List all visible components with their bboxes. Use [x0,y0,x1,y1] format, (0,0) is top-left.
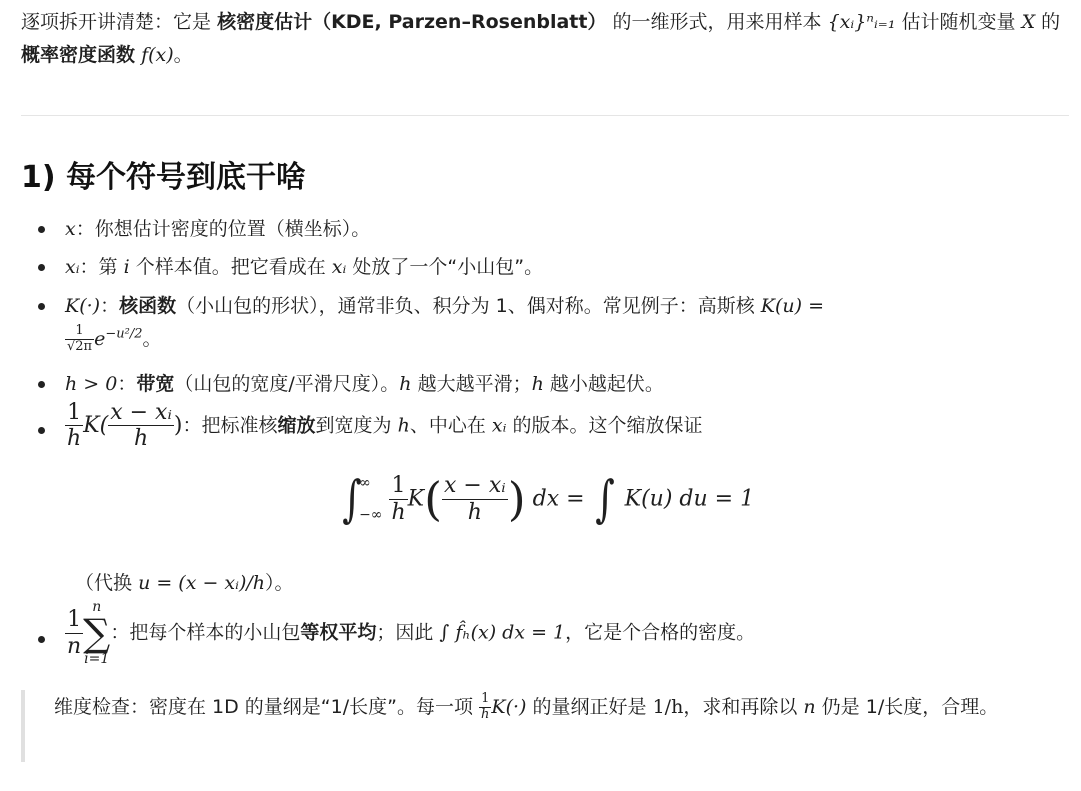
left-paren: ( [424,472,443,526]
fraction-numerator: x − xᵢ [110,400,172,425]
list-item-kernel-continued [65,324,162,355]
one-over-n-fraction [65,607,83,659]
fraction-denominator: n [67,633,82,659]
item-text: ：你想估计密度的位置（横坐标）。 [75,218,371,240]
fraction-denominator: h [481,707,490,722]
fraction-numerator: x − xᵢ [444,473,506,499]
argument-fraction [442,473,508,525]
math-symbol: ∫ f̂ₕ(x) dx = 1 [439,621,566,644]
item-text: 越小越起伏。 [549,373,664,395]
lower-limit: −∞ [359,507,383,523]
fraction-denominator: √2π [67,338,93,354]
fraction-denominator: h [133,426,149,452]
item-text: 到宽度为 [315,414,392,437]
sum-lower-limit: i=1 [84,651,110,667]
list-item-bandwidth [65,369,664,399]
intro-text: 估计随机变量 [901,11,1016,33]
item-text: （山包的宽度/平滑尺度）。 [174,373,400,395]
math-symbol: h [531,373,544,395]
bullet-dot [38,226,45,233]
sample-set-math: {xᵢ}ⁿᵢ₌₁ [827,11,896,33]
scale-term: 缩放 [277,414,316,437]
math-symbol: K(u) du = 1 [624,486,755,512]
item-text: 、中心在 [409,414,486,437]
bullet-dot [38,303,45,310]
bullet-dot [38,636,45,643]
intro-text: 的 [1041,11,1061,33]
fraction-denominator: h [467,499,482,525]
bullet-dot [38,427,45,434]
math-symbol: 1/h [652,696,684,718]
item-text: ：把标准核 [182,414,278,437]
math-symbol: K(u) = [760,295,824,317]
math-symbol: u = (x − xᵢ)/h [138,572,266,594]
list-item-average [65,600,755,666]
exponent: −u²/2 [105,326,143,342]
quote-bar [21,690,25,762]
note-text-run: ，求和再除以 [683,696,798,718]
sigma-symbol: ∑ [83,611,111,655]
upper-limit: ∞ [359,475,371,491]
equal-weight-term: 等权平均 [300,621,377,644]
list-item-scaled-kernel [65,400,702,452]
math-symbol: K(·) [491,696,527,718]
note-text [54,690,1064,724]
item-text: 处放了一个“小山包”。 [352,256,544,278]
item-text: 的版本。这个缩放保证 [512,414,703,437]
item-text: ： [117,373,137,395]
math-symbol: x [65,218,76,240]
kernel-term: 核函数 [119,295,177,317]
item-text: 个样本值。把它看成在 [135,256,326,278]
bandwidth-term: 带宽 [136,373,175,395]
item-text: （小山包的形状），通常非负、积分为 1、偶对称。常见例子：高斯核 [176,295,755,317]
math-symbol: K [407,486,425,512]
math-symbol: h > 0 [65,373,118,395]
right-paren: ) [507,472,526,526]
sum-upper-limit: n [92,599,102,615]
fraction-numerator: 1 [65,324,94,340]
item-text: ：把每个样本的小山包 [110,621,301,644]
item-text: ，它是个合格的密度。 [565,621,756,644]
fraction-numerator: 1 [65,400,83,426]
note-text-run: 的量纲正好是 [532,696,647,718]
summation-sign [83,600,110,666]
math-symbol: xᵢ [331,256,347,278]
section-divider [21,115,1069,116]
item-text: （代换 [75,572,133,594]
math-symbol: K(·) [65,295,101,317]
item-text: ： [100,295,120,317]
math-symbol: ) [173,412,183,438]
intro-text: 的一维形式，用来用样本 [612,11,822,33]
math-symbol: xᵢ [65,256,80,278]
item-text: ：第 [79,256,118,278]
one-over-h-fraction [65,400,83,452]
substitution-note [75,568,294,598]
item-text: ；因此 [376,621,434,644]
intro-text: 逐项拆开讲清楚：它是 [21,11,212,33]
integral-limits [359,476,382,522]
gaussian-normalizer [65,324,94,355]
one-over-h-fraction [389,473,407,525]
math-symbol: K( [83,412,109,438]
bullet-dot [38,381,45,388]
fraction-numerator: 1 [479,692,491,708]
math-symbol: dx = [532,486,585,512]
math-symbol: n [803,696,816,718]
scaled-argument-fraction [108,400,174,452]
fraction-denominator: h [391,499,406,525]
math-symbol: i [123,256,130,278]
fraction-numerator: 1 [65,607,83,633]
bullet-dot [38,264,45,271]
section-heading: 1) 每个符号到底干啥 [21,160,307,195]
intro-paragraph [21,6,1069,72]
integral-sign: ∫ [342,470,362,528]
dimension-check-note [21,690,1069,764]
random-variable-math: X [1021,11,1036,33]
one-over-h-fraction [479,692,491,723]
pdf-math: f(x) [141,44,174,66]
item-text: 。 [142,327,162,350]
note-text-run: 1/长度，合理。 [865,696,999,718]
math-symbol: h [397,414,410,437]
math-symbol: xᵢ [491,414,507,437]
list-item-kernel [65,291,824,321]
item-text: ）。 [265,572,294,594]
math-symbol: h [399,373,412,395]
note-text-run: 仍是 [821,696,860,718]
list-item-x [65,214,370,244]
intro-text: 。 [173,44,193,66]
item-text: 越大越平滑； [417,373,532,395]
fraction-denominator: h [67,426,82,452]
pdf-term: 概率密度函数 [21,44,136,66]
note-text-run: 维度检查：密度在 1D 的量纲是“1/长度”。每一项 [54,696,473,718]
math-symbol: e [94,327,106,350]
integral-sign: ∫ [594,470,615,528]
list-item-xi [65,252,543,282]
kde-term: 核密度估计（KDE, Parzen–Rosenblatt） [217,11,607,33]
fraction-numerator: 1 [389,473,407,499]
display-equation [339,470,754,550]
